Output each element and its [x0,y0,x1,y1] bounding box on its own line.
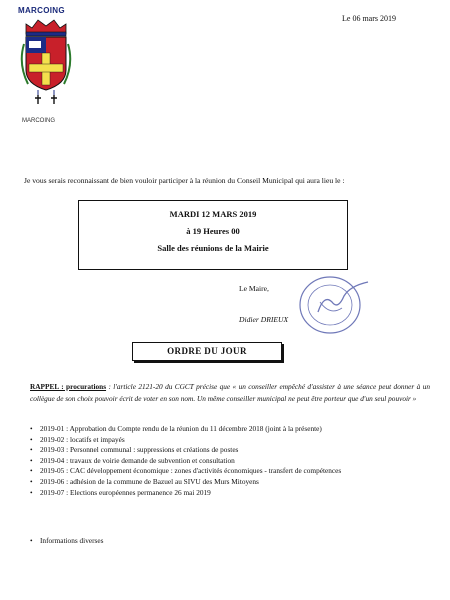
crest-caption: MARCOING [22,118,55,124]
agenda-item: • 2019-02 : locatifs et impayés [30,435,422,446]
meeting-time: à 19 Heures 00 [186,226,240,236]
mayor-stamp-signature [290,272,376,338]
agenda-title: ORDRE DU JOUR [132,342,282,361]
mayor-title: Le Maire, [239,284,269,293]
agenda-item: • 2019-06 : adhésion de la commune de Bazuel au SIVU des Murs Mitoyens [30,477,422,488]
meeting-date: MARDI 12 MARS 2019 [169,209,257,219]
mayor-name: Didier DRIEUX [239,315,289,324]
letter-date: Le 06 mars 2019 [342,14,396,23]
meeting-place: Salle des réunions de la Mairie [157,243,269,253]
agenda-item: • 2019-05 : CAC développement économique : zones d'activités économiques - transfert de compétences [30,466,422,477]
rappel-text: : l'article 2121-20 du CGCT précise que « un conseiller empêché d'assister à une séance peut donner à un collègue de son choix pouvoir écrit de voter en son nom. Un même conseiller municipal ne peut être porteur que d'un seul pouvoir » [30,382,430,403]
agenda-list [30,424,422,498]
rappel-paragraph [30,381,430,404]
town-crest-logo [18,14,74,110]
meeting-details-box [78,200,348,270]
town-name: MARCOING [18,6,65,15]
extra-agenda-item: • Informations diverses [30,536,103,545]
agenda-item: • 2019-04 : travaux de voirie demande de subvention et consultation [30,456,422,467]
intro-paragraph: Je vous serais reconnaissant de bien vouloir participer à la réunion du Conseil Municipal qui aura lieu le : [24,176,345,185]
agenda-item: • 2019-03 : Personnel communal : suppressions et créations de postes [30,445,422,456]
rappel-lead: RAPPEL : procurations [30,382,107,391]
agenda-item: • 2019-01 : Approbation du Compte rendu de la réunion du 11 décembre 2018 (joint à la présente) [30,424,422,435]
agenda-item: • 2019-07 : Elections européennes permanence 26 mai 2019 [30,488,422,499]
